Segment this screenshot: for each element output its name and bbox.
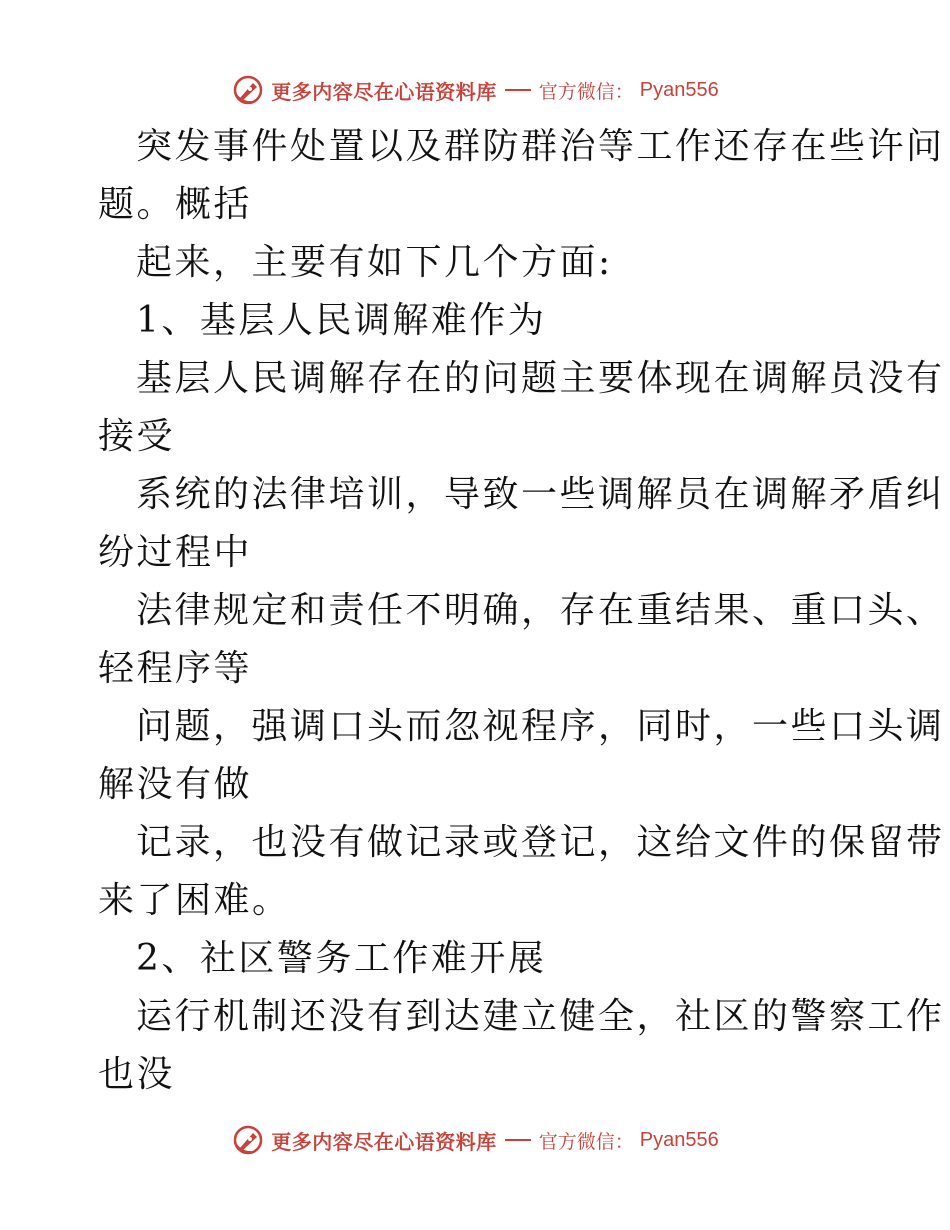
watermark-dash	[505, 1139, 531, 1141]
header-watermark	[0, 70, 950, 110]
text-line: 运行机制还没有到达建立健全，社区的警察工作	[136, 996, 945, 1037]
text-line: 问题，强调口头而忽视程序，同时，一些口头调	[136, 706, 945, 747]
watermark-text: 更多内容尽在心语资料库	[271, 79, 497, 104]
text-line: 基层人民调解存在的问题主要体现在调解员没有	[136, 358, 945, 399]
text-line: 接受	[98, 416, 176, 457]
pen-nib-logo-icon	[231, 1123, 265, 1157]
watermark-wechat-label: 官方微信：	[538, 1130, 634, 1153]
text-line: 轻程序等	[98, 648, 253, 689]
text-line: 来了困难。	[98, 880, 291, 921]
section-heading: 2、社区警务工作难开展	[136, 938, 547, 979]
text-line: 记录，也没有做记录或登记，这给文件的保留带	[136, 822, 945, 863]
footer-watermark	[0, 1120, 950, 1160]
watermark-dash	[505, 89, 531, 91]
text-line: 系统的法律培训，导致一些调解员在调解矛盾纠	[136, 474, 945, 515]
watermark-wechat-id: Pyan556	[639, 1128, 719, 1151]
text-line: 题。概括	[98, 184, 253, 225]
text-line: 纷过程中	[98, 532, 253, 573]
text-line: 也没	[98, 1054, 176, 1095]
text-line: 解没有做	[98, 764, 253, 805]
watermark-wechat-label: 官方微信：	[538, 80, 634, 103]
watermark-wechat-id: Pyan556	[639, 78, 719, 101]
section-heading: 1、基层人民调解难作为	[136, 300, 547, 341]
pen-nib-logo-icon	[231, 73, 265, 107]
text-line: 突发事件处置以及群防群治等工作还存在些许问	[136, 126, 945, 167]
text-line: 法律规定和责任不明确，存在重结果、重口头、	[136, 590, 945, 631]
document-body	[98, 118, 945, 1104]
text-line: 起来，主要有如下几个方面:	[136, 242, 613, 283]
watermark-text: 更多内容尽在心语资料库	[271, 1129, 497, 1154]
